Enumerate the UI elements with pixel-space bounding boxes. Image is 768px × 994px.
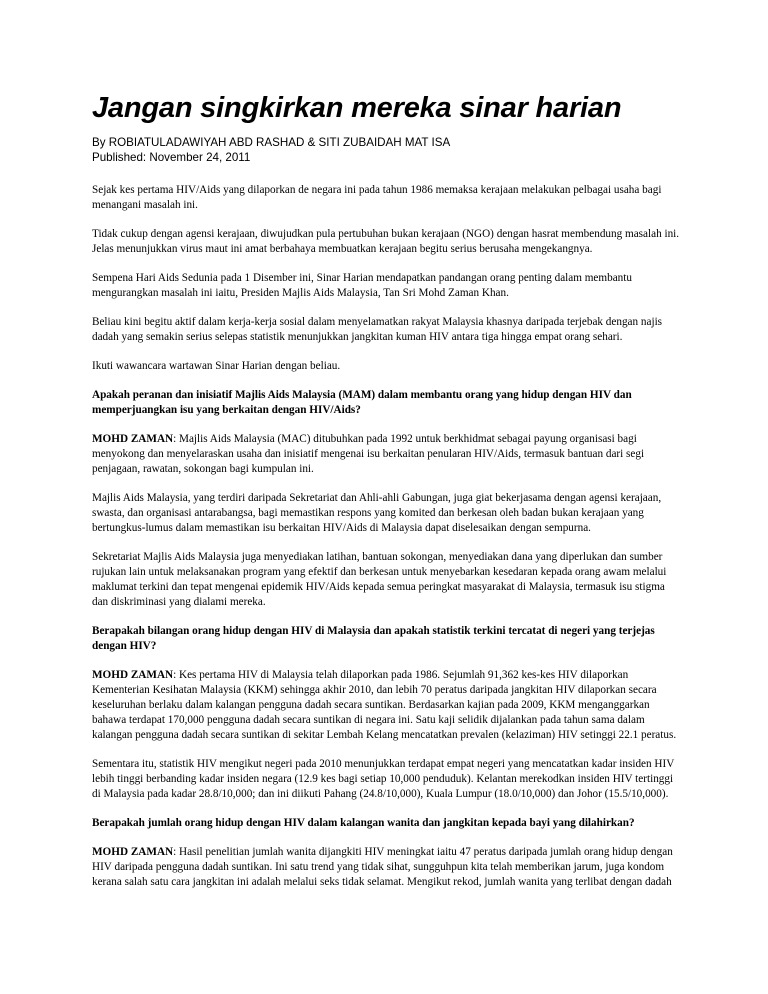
paragraph: Sementara itu, statistik HIV mengikut negeri pada 2010 menunjukkan terdapat empat negeri yang mencatatkan kadar insiden HIV lebih tinggi berbanding kadar insiden negara (12.9 kes bagi setiap 10,000 penduduk). Kelantan merekodkan insiden HIV tertinggi di Malaysia pada kadar 28.8/10,000; dan ini diikuti Pahang (24.8/10,000), Kuala Lumpur (18.0/10,000) dan Johor (15.5/10,000).	[92, 758, 675, 800]
answer-text: : Kes pertama HIV di Malaysia telah dilaporkan pada 1986. Sejumlah 91,362 kes-kes HIV dilaporkan Kementerian Kesihatan Malaysia (KKM) sehingga akhir 2010, dan lebih 70 peratus daripada jangkitan HIV dilaporkan secara keseluruhan berlaku dalam kalangan pengguna dadah secara suntikan. Berdasarkan kajian pada 2009, KKM menganggarkan bahawa terdapat 170,000 pengguna dadah secara suntikan di negara ini. Satu kaji selidik dijalankan pada tahun sama dalam kalangan pengguna dadah secara suntikan di sekitar Lembah Kelang mencatatkan prevalen (kelaziman) HIV setinggi 22.1 peratus.	[92, 669, 677, 741]
paragraph: Tidak cukup dengan agensi kerajaan, diwujudkan pula pertubuhan bukan kerajaan (NGO) dengan hasrat membendung masalah ini. Jelas menunjukkan virus maut ini amat berbahaya membuatkan kerajaan begitu serius berusaha mengekangnya.	[92, 228, 680, 255]
paragraph: Sejak kes pertama HIV/Aids yang dilaporkan de negara ini pada tahun 1986 memaksa kerajaan melakukan pelbagai usaha bagi menangani masalah ini.	[92, 184, 662, 211]
paragraph: Majlis Aids Malaysia, yang terdiri daripada Sekretariat dan Ahli-ahli Gabungan, juga giat bekerjasama dengan agensi kerajaan, swasta, dan organisasi antarabangsa, bagi memastikan respons yang komited dan berkesan oleh badan bukan kerajaan yang bertungkus-lumus dalam memastikan isu berkaitan HIV/Aids di Malaysia dapat diselesaikan dengan sempurna.	[92, 492, 662, 534]
interview-question: Berapakah jumlah orang hidup dengan HIV dalam kalangan wanita dan jangkitan kepada bayi yang dilahirkan?	[92, 817, 635, 829]
interview-question: Berapakah bilangan orang hidup dengan HIV di Malaysia dan apakah statistik terkini tercatat di negeri yang terjejas dengan HIV?	[92, 625, 655, 652]
answer-text: : Hasil penelitian jumlah wanita dijangkiti HIV meningkat iaitu 47 peratus daripada jumlah orang hidup dengan HIV daripada pengguna dadah suntikan. Ini satu trend yang tidak sihat, sungguhpun kita telah memberikan jarum, juga kondom kerana salah satu cara jangkitan ini adalah melalui seks tidak selamat. Mengikut rekod, jumlah wanita yang terlibat dengan dadah	[92, 846, 673, 888]
published-date: Published: November 24, 2011	[92, 150, 251, 164]
speaker-name: MOHD ZAMAN	[92, 669, 174, 681]
paragraph: Sekretariat Majlis Aids Malaysia juga menyediakan latihan, bantuan sokongan, menyediakan dana yang diperlukan dan sumber rujukan lain untuk melaksanakan program yang efektif dan berkesan untuk menyebarkan kesedaran kepada orang awam melalui maklumat terkini dan tepat mengenai epidemik HIV/Aids kepada semua peringkat masyarakat di Malaysia, termasuk isu stigma dan diskriminasi yang dialami mereka.	[92, 551, 667, 608]
interview-question: Apakah peranan dan inisiatif Majlis Aids Malaysia (MAM) dalam membantu orang yang hidup dengan HIV dan memperjuangkan isu yang berkaitan dengan HIV/Aids?	[92, 389, 632, 416]
interview-answer	[92, 845, 682, 890]
interview-answer	[92, 432, 682, 477]
paragraph: Ikuti wawancara wartawan Sinar Harian dengan beliau.	[92, 360, 341, 372]
article-title: Jangan singkirkan mereka sinar harian	[92, 92, 622, 124]
speaker-name: MOHD ZAMAN	[92, 433, 174, 445]
article	[92, 92, 682, 890]
interview-answer	[92, 668, 682, 743]
paragraph: Beliau kini begitu aktif dalam kerja-kerja sosial dalam menyelamatkan rakyat Malaysia khasnya daripada terjebak dengan najis dadah yang semakin serius selepas statistik menunjukkan jangkitan kuman HIV antara tiga hingga empat orang sehari.	[92, 316, 663, 343]
paragraph: Sempena Hari Aids Sedunia pada 1 Disember ini, Sinar Harian mendapatkan pandangan orang penting dalam membantu mengurangkan masalah ini iaitu, Presiden Majlis Aids Malaysia, Tan Sri Mohd Zaman Khan.	[92, 272, 632, 299]
answer-text: : Majlis Aids Malaysia (MAC) ditubuhkan pada 1992 untuk berkhidmat sebagai payung organisasi bagi menyokong dan menyelaraskan usaha dan inisiatif mengenai isu berkaitan penularan HIV/Aids, termasuk bantuan dari segi penjagaan, rawatan, sokongan bagi kumpulan ini.	[92, 433, 645, 475]
speaker-name: MOHD ZAMAN	[92, 846, 174, 858]
byline: By ROBIATULADAWIYAH ABD RASHAD & SITI ZUBAIDAH MAT ISA	[92, 136, 451, 149]
